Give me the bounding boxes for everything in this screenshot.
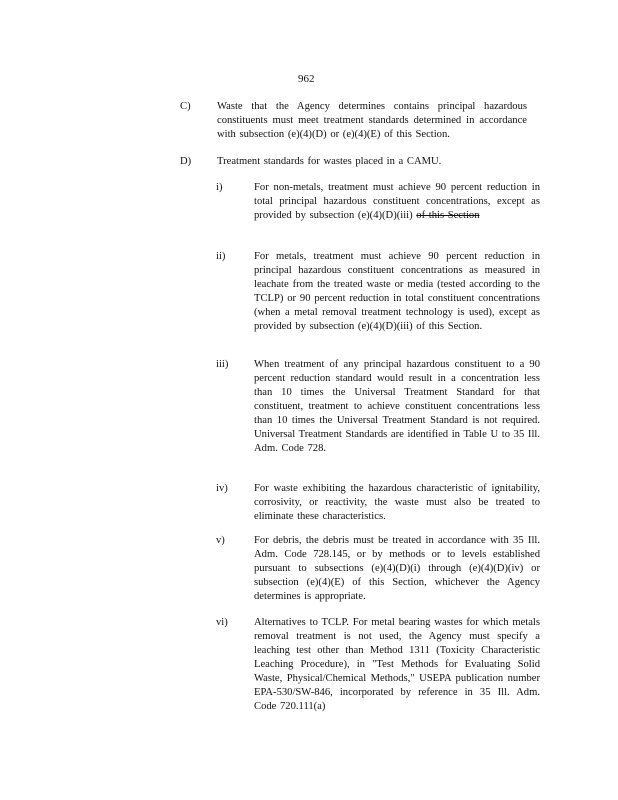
- subitem-v-text: For debris, the debris must be treated in accordance with 35 Ill. Adm. Code 728.145, or by methods or to levels established pursuant to subsections (e)(4)(D)(i) through (e)(4)(D)(iv) or subsection (e)(4)(E) of this Section, whichever the Agency determines is appropriate.: [254, 535, 540, 602]
- page-number: 962: [298, 73, 315, 85]
- paragraph-c-label: C): [180, 101, 191, 112]
- subitem-v-label: v): [216, 535, 225, 546]
- paragraph-d-label: D): [180, 156, 192, 167]
- subitem-i-text: [254, 181, 540, 223]
- paragraph-c-text: Waste that the Agency determines contains principal hazardous constituents must meet treatment standards determined in accordance with subsection (e)(4)(D) or (e)(4)(E) of this Section.: [217, 101, 527, 140]
- subitem-iii-label: iii): [216, 359, 229, 370]
- paragraph-d-text: Treatment standards for wastes placed in a CAMU.: [217, 156, 442, 167]
- subitem-ii-label: ii): [216, 251, 226, 262]
- subitem-i-label: i): [216, 182, 223, 193]
- subitem-ii-text: For metals, treatment must achieve 90 percent reduction in principal hazardous constituent concentrations as measured in leachate from the treated waste or media (tested according to the TCLP) or 90 percent reduction in total constituent concentrations (when a metal removal treatment technology is used), except as provided by subsection (e)(4)(D)(iii) of this Section.: [254, 251, 540, 332]
- subitem-vi-label: vi): [216, 617, 228, 628]
- subitem-iii-text: When treatment of any principal hazardous constituent to a 90 percent reduction standard would result in a concentration less than 10 times the Universal Treatment Standard for that constituent, treatment to achieve constituent concentrations less than 10 times the Universal Treatment Standard is not required. Universal Treatment Standards are identified in Table U to 35 Ill. Adm. Code 728.: [254, 359, 540, 454]
- subitem-vi-text: Alternatives to TCLP. For metal bearing wastes for which metals removal treatment is not used, the Agency must specify a leaching test other than Method 1311 (Toxicity Characteristic Leaching Procedure), in "Test Methods for Evaluating Solid Waste, Physical/Chemical Methods," USEPA publication number EPA-530/SW-846, incorporated by reference in 35 Ill. Adm. Code 720.111(a): [254, 617, 540, 712]
- subitem-i-body: For non-metals, treatment must achieve 90 percent reduction in total principal hazardous constituent concentrations, except as provided by subsection (e)(4)(D)(iii): [254, 182, 540, 221]
- subitem-iv-label: iv): [216, 483, 228, 494]
- subitem-iv-text: For waste exhibiting the hazardous characteristic of ignitability, corrosivity, or reactivity, the waste must also be treated to eliminate these characteristics.: [254, 483, 540, 522]
- subitem-i-struck-text: of this Section: [416, 210, 480, 221]
